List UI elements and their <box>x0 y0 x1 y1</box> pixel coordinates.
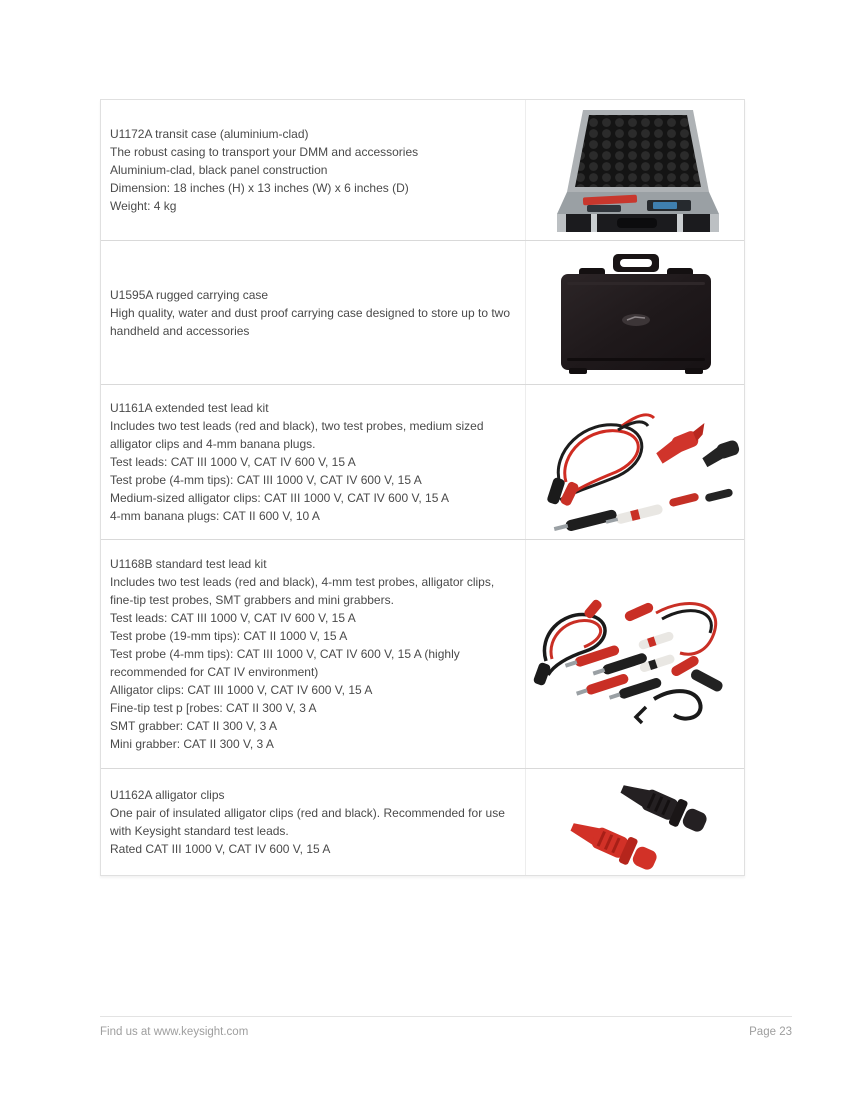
product-line: Test probe (4-mm tips): CAT III 1000 V, CAT IV 600 V, 15 A (highly recommended for CAT IV environment) <box>110 647 460 679</box>
product-description-cell <box>101 540 525 768</box>
product-description-cell <box>101 100 525 240</box>
product-line: Alligator clips: CAT III 1000 V, CAT IV 600 V, 15 A <box>110 683 373 697</box>
product-line: Dimension: 18 inches (H) x 13 inches (W) x 6 inches (D) <box>110 181 409 195</box>
aluminium-transit-case-photo <box>535 106 735 234</box>
product-line: Weight: 4 kg <box>110 199 177 213</box>
rugged-carrying-case-photo <box>535 248 735 378</box>
product-line: Medium-sized alligator clips: CAT III 1000 V, CAT IV 600 V, 15 A <box>110 491 450 505</box>
product-line: Test leads: CAT III 1000 V, CAT IV 600 V, 15 A <box>110 455 356 469</box>
page-footer <box>100 1016 792 1038</box>
product-line: Mini grabber: CAT II 300 V, 3 A <box>110 737 274 751</box>
product-image-cell <box>525 241 744 384</box>
product-image-cell <box>525 769 744 875</box>
footer-page-number: Page 23 <box>749 1026 792 1038</box>
alligator-clips-photo <box>535 772 735 872</box>
product-image-cell <box>525 385 744 539</box>
table-row <box>101 769 744 875</box>
product-title: U1162A alligator clips <box>110 788 225 802</box>
product-line: High quality, water and dust proof carrying case designed to store up to two handheld and accessories <box>110 305 511 338</box>
table-row <box>101 540 744 769</box>
standard-test-lead-kit-photo <box>528 569 743 739</box>
product-line: One pair of insulated alligator clips (red and black). Recommended for use with Keysight standard test leads. <box>110 806 505 838</box>
product-title: U1161A extended test lead kit <box>110 401 269 415</box>
table-row <box>101 385 744 540</box>
table-row <box>101 241 744 385</box>
product-line: The robust casing to transport your DMM and accessories <box>110 145 419 159</box>
accessories-table <box>100 99 745 876</box>
product-title: U1172A transit case (aluminium-clad) <box>110 127 309 141</box>
product-line: Test leads: CAT III 1000 V, CAT IV 600 V, 15 A <box>110 611 356 625</box>
product-description-cell <box>101 241 525 384</box>
product-image-cell <box>525 100 744 240</box>
product-title: U1595A rugged carrying case <box>110 287 269 302</box>
product-line: SMT grabber: CAT II 300 V, 3 A <box>110 719 277 733</box>
extended-test-lead-kit-photo <box>530 392 740 532</box>
product-line: Rated CAT III 1000 V, CAT IV 600 V, 15 A <box>110 842 331 856</box>
product-image-cell <box>525 540 744 768</box>
product-description-cell <box>101 769 525 875</box>
product-description-cell <box>101 385 525 539</box>
product-title: U1168B standard test lead kit <box>110 557 267 571</box>
product-line: Includes two test leads (red and black), two test probes, medium sized alligator clips and 4-mm banana plugs. <box>110 419 484 451</box>
table-row <box>101 100 744 241</box>
product-line: Includes two test leads (red and black), 4-mm test probes, alligator clips, fine-tip test probes, SMT grabbers and mini grabbers. <box>110 575 495 607</box>
product-line: Aluminium-clad, black panel construction <box>110 163 328 177</box>
product-line: Test probe (19-mm tips): CAT II 1000 V, 15 A <box>110 629 348 643</box>
footer-find-us-text: Find us at www.keysight.com <box>100 1026 249 1038</box>
product-line: Fine-tip test p [robes: CAT II 300 V, 3 A <box>110 701 317 715</box>
product-line: Test probe (4-mm tips): CAT III 1000 V, CAT IV 600 V, 15 A <box>110 473 422 487</box>
product-line: 4-mm banana plugs: CAT II 600 V, 10 A <box>110 509 320 523</box>
